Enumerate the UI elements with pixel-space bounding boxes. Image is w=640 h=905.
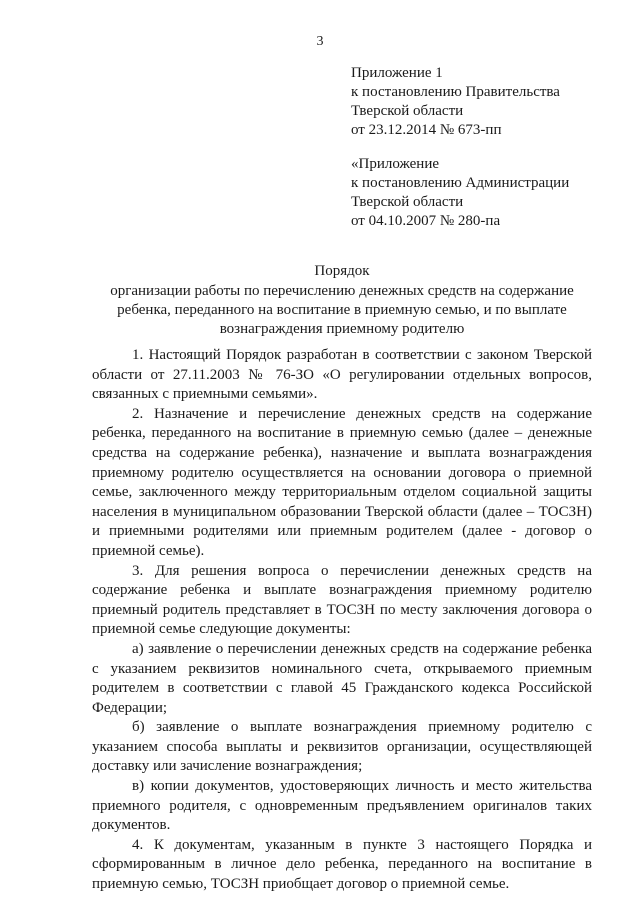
paragraph-3c: в) копии документов, удостоверяющих личность и место жительства приемного родителя, с одновременным предъявлением оригиналов таких документов. — [92, 778, 592, 834]
paragraph-1: 1. Настоящий Порядок разработан в соответствии с законом Тверской области от 27.11.2003 № 76-ЗО «О регулировании отдельных вопросов, связанных с приемными семьями». — [92, 347, 592, 403]
title-line-1: организации работы по перечислению денежных средств на содержание — [110, 283, 574, 299]
appendix-1-line-2: к постановлению Правительства — [351, 84, 560, 100]
title-line-3: вознаграждения приемному родителю — [219, 321, 465, 337]
title-line-2: ребенка, переданного на воспитание в приемную семью, и по выплате — [117, 302, 567, 318]
title-main: Порядок — [314, 263, 370, 279]
paragraph-4: 4. К документам, указанным в пункте 3 настоящего Порядка и сформированным в личное дело ребенка, переданного на воспитание в приемную семью, ТОСЗН приобщает договор о приемной семье. — [92, 836, 592, 893]
appendix-2-line-3: Тверской области — [351, 194, 464, 210]
appendix-header-1 — [351, 64, 560, 140]
paragraph-3a: а) заявление о перечислении денежных средств на содержание ребенка с указанием реквизитов номинального счета, открываемого приемным родителем в соответствии с главой 45 Гражданского кодекса Российской Федерации; — [92, 640, 592, 716]
appendix-2-line-2: к постановлению Администрации — [351, 175, 570, 191]
document-body — [92, 346, 592, 895]
paragraph-2: 2. Назначение и перечисление денежных средств на содержание ребенка, переданного на воспитание в приемную семью (далее – денежные средства на содержание ребенка), назначение и выплата вознаграждения приемному родителю осуществляется на основании договора о приемной семье, заключенного между территориальным отделом социальной защиты населения в муниципальном образовании Тверской области (далее – ТОСЗН) и приемными родителями или приемным родителем (далее - договор о приемной семье). — [92, 405, 592, 559]
appendix-1-line-1: Приложение 1 — [351, 65, 443, 81]
appendix-header-2 — [351, 155, 569, 231]
page-number: 3 — [316, 34, 324, 49]
appendix-2-line-4: от 04.10.2007 № 280-па — [351, 213, 501, 229]
paragraph-3: 3. Для решения вопроса о перечислении денежных средств на содержание ребенка и выплате вознаграждения приемному родителю приемный родитель представляет в ТОСЗН по месту заключения договора о приемной семье следующие документы: — [92, 562, 592, 638]
paragraph-3b: б) заявление о выплате вознаграждения приемному родителю с указанием способа выплаты и реквизитов организации, осуществляющей доставку или зачисление вознаграждения; — [92, 719, 592, 775]
appendix-1-line-4: от 23.12.2014 № 673-пп — [351, 122, 502, 138]
document-title — [92, 262, 592, 339]
appendix-1-line-3: Тверской области — [351, 103, 464, 119]
appendix-2-line-1: «Приложение — [351, 156, 440, 172]
